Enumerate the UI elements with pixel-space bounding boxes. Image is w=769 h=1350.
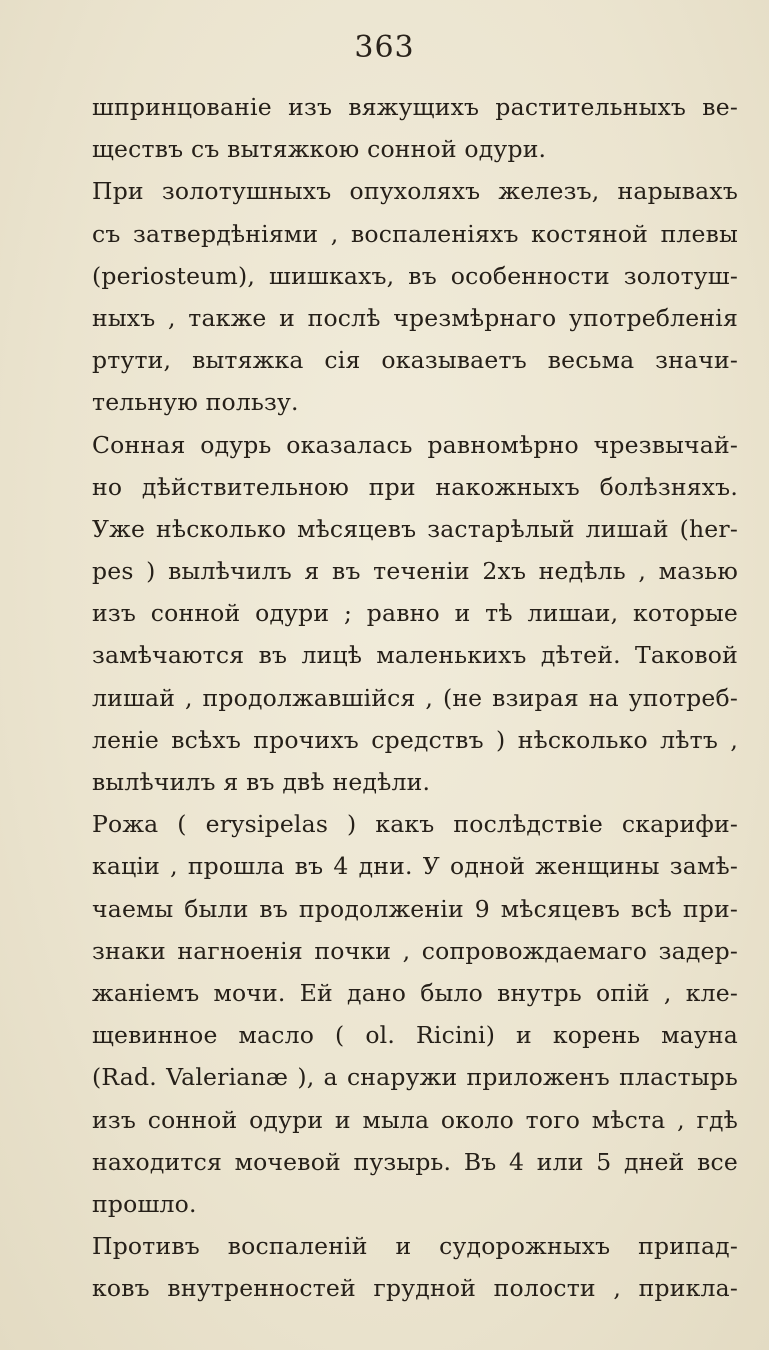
text-line: При золотушныхъ опухоляхъ железъ, нарывахъ (92, 177, 738, 206)
text-line: ществъ съ вытяжкою сонной одури. (92, 135, 547, 164)
text-line: находится мочевой пузырь. Въ 4 или 5 дней все (92, 1147, 738, 1176)
text-line: жаніемъ мочи. Ей дано было внутрь опій , кле- (92, 978, 738, 1007)
text-line: Сонная одурь оказалась равномѣрно чрезвычай- (92, 430, 738, 459)
text-line: лишай , продолжавшійся , (не взирая на употреб- (92, 683, 738, 712)
text-line: Противъ воспаленій и судорожныхъ припад- (92, 1232, 738, 1261)
page-text (92, 86, 738, 1309)
text-line: леніе всѣхъ прочихъ средствъ ) нѣсколько лѣтъ , (92, 725, 738, 754)
text-line: Рожа ( erysipelas ) какъ послѣдствіе скарифи- (92, 810, 738, 839)
text-line: вылѣчилъ я въ двѣ недѣли. (92, 768, 431, 796)
text-line: прошло. (92, 1189, 197, 1218)
text-line: чаемы были въ продолженіи 9 мѣсяцевъ всѣ при- (92, 894, 738, 923)
text-line: щевинное масло ( ol. Ricini) и корень мауна (92, 1021, 738, 1050)
text-line: но дѣйствительною при накожныхъ болѣзняхъ. (92, 472, 738, 501)
text-line: изъ сонной одури ; равно и тѣ лишаи, которые (92, 599, 738, 628)
text-line: ковъ внутренностей грудной полости , прикла- (92, 1274, 738, 1303)
text-line: тельную пользу. (92, 388, 299, 417)
text-line: Уже нѣсколько мѣсяцевъ застарѣлый лишай (her- (92, 514, 738, 543)
text-line: ныхъ , также и послѣ чрезмѣрнаго употребленія (92, 303, 738, 332)
text-line: шпринцованіе изъ вяжущихъ растительныхъ ве- (92, 93, 738, 121)
text-line: знаки нагноенія почки , сопровождаемаго задер- (92, 936, 738, 965)
text-line: съ затвердѣніями , воспаленіяхъ костяной плевы (92, 219, 738, 248)
text-line: изъ сонной одури и мыла около того мѣста , гдѣ (92, 1105, 738, 1134)
text-line: (periosteum), шишкахъ, въ особенности золотуш- (92, 261, 738, 290)
text-line: (Rad. Valerianæ ), а снаружи приложенъ пластырь (92, 1063, 738, 1092)
text-line: pes ) вылѣчилъ я въ теченіи 2хъ недѣль , мазью (92, 557, 738, 586)
text-line: замѣчаются въ лицѣ маленькихъ дѣтей. Таковой (92, 641, 738, 670)
text-line: ртути, вытяжка сія оказываетъ весьма значи- (92, 346, 738, 375)
text-line: каціи , прошла въ 4 дни. У одной женщины замѣ- (92, 852, 738, 881)
page-number: 363 (354, 30, 415, 65)
